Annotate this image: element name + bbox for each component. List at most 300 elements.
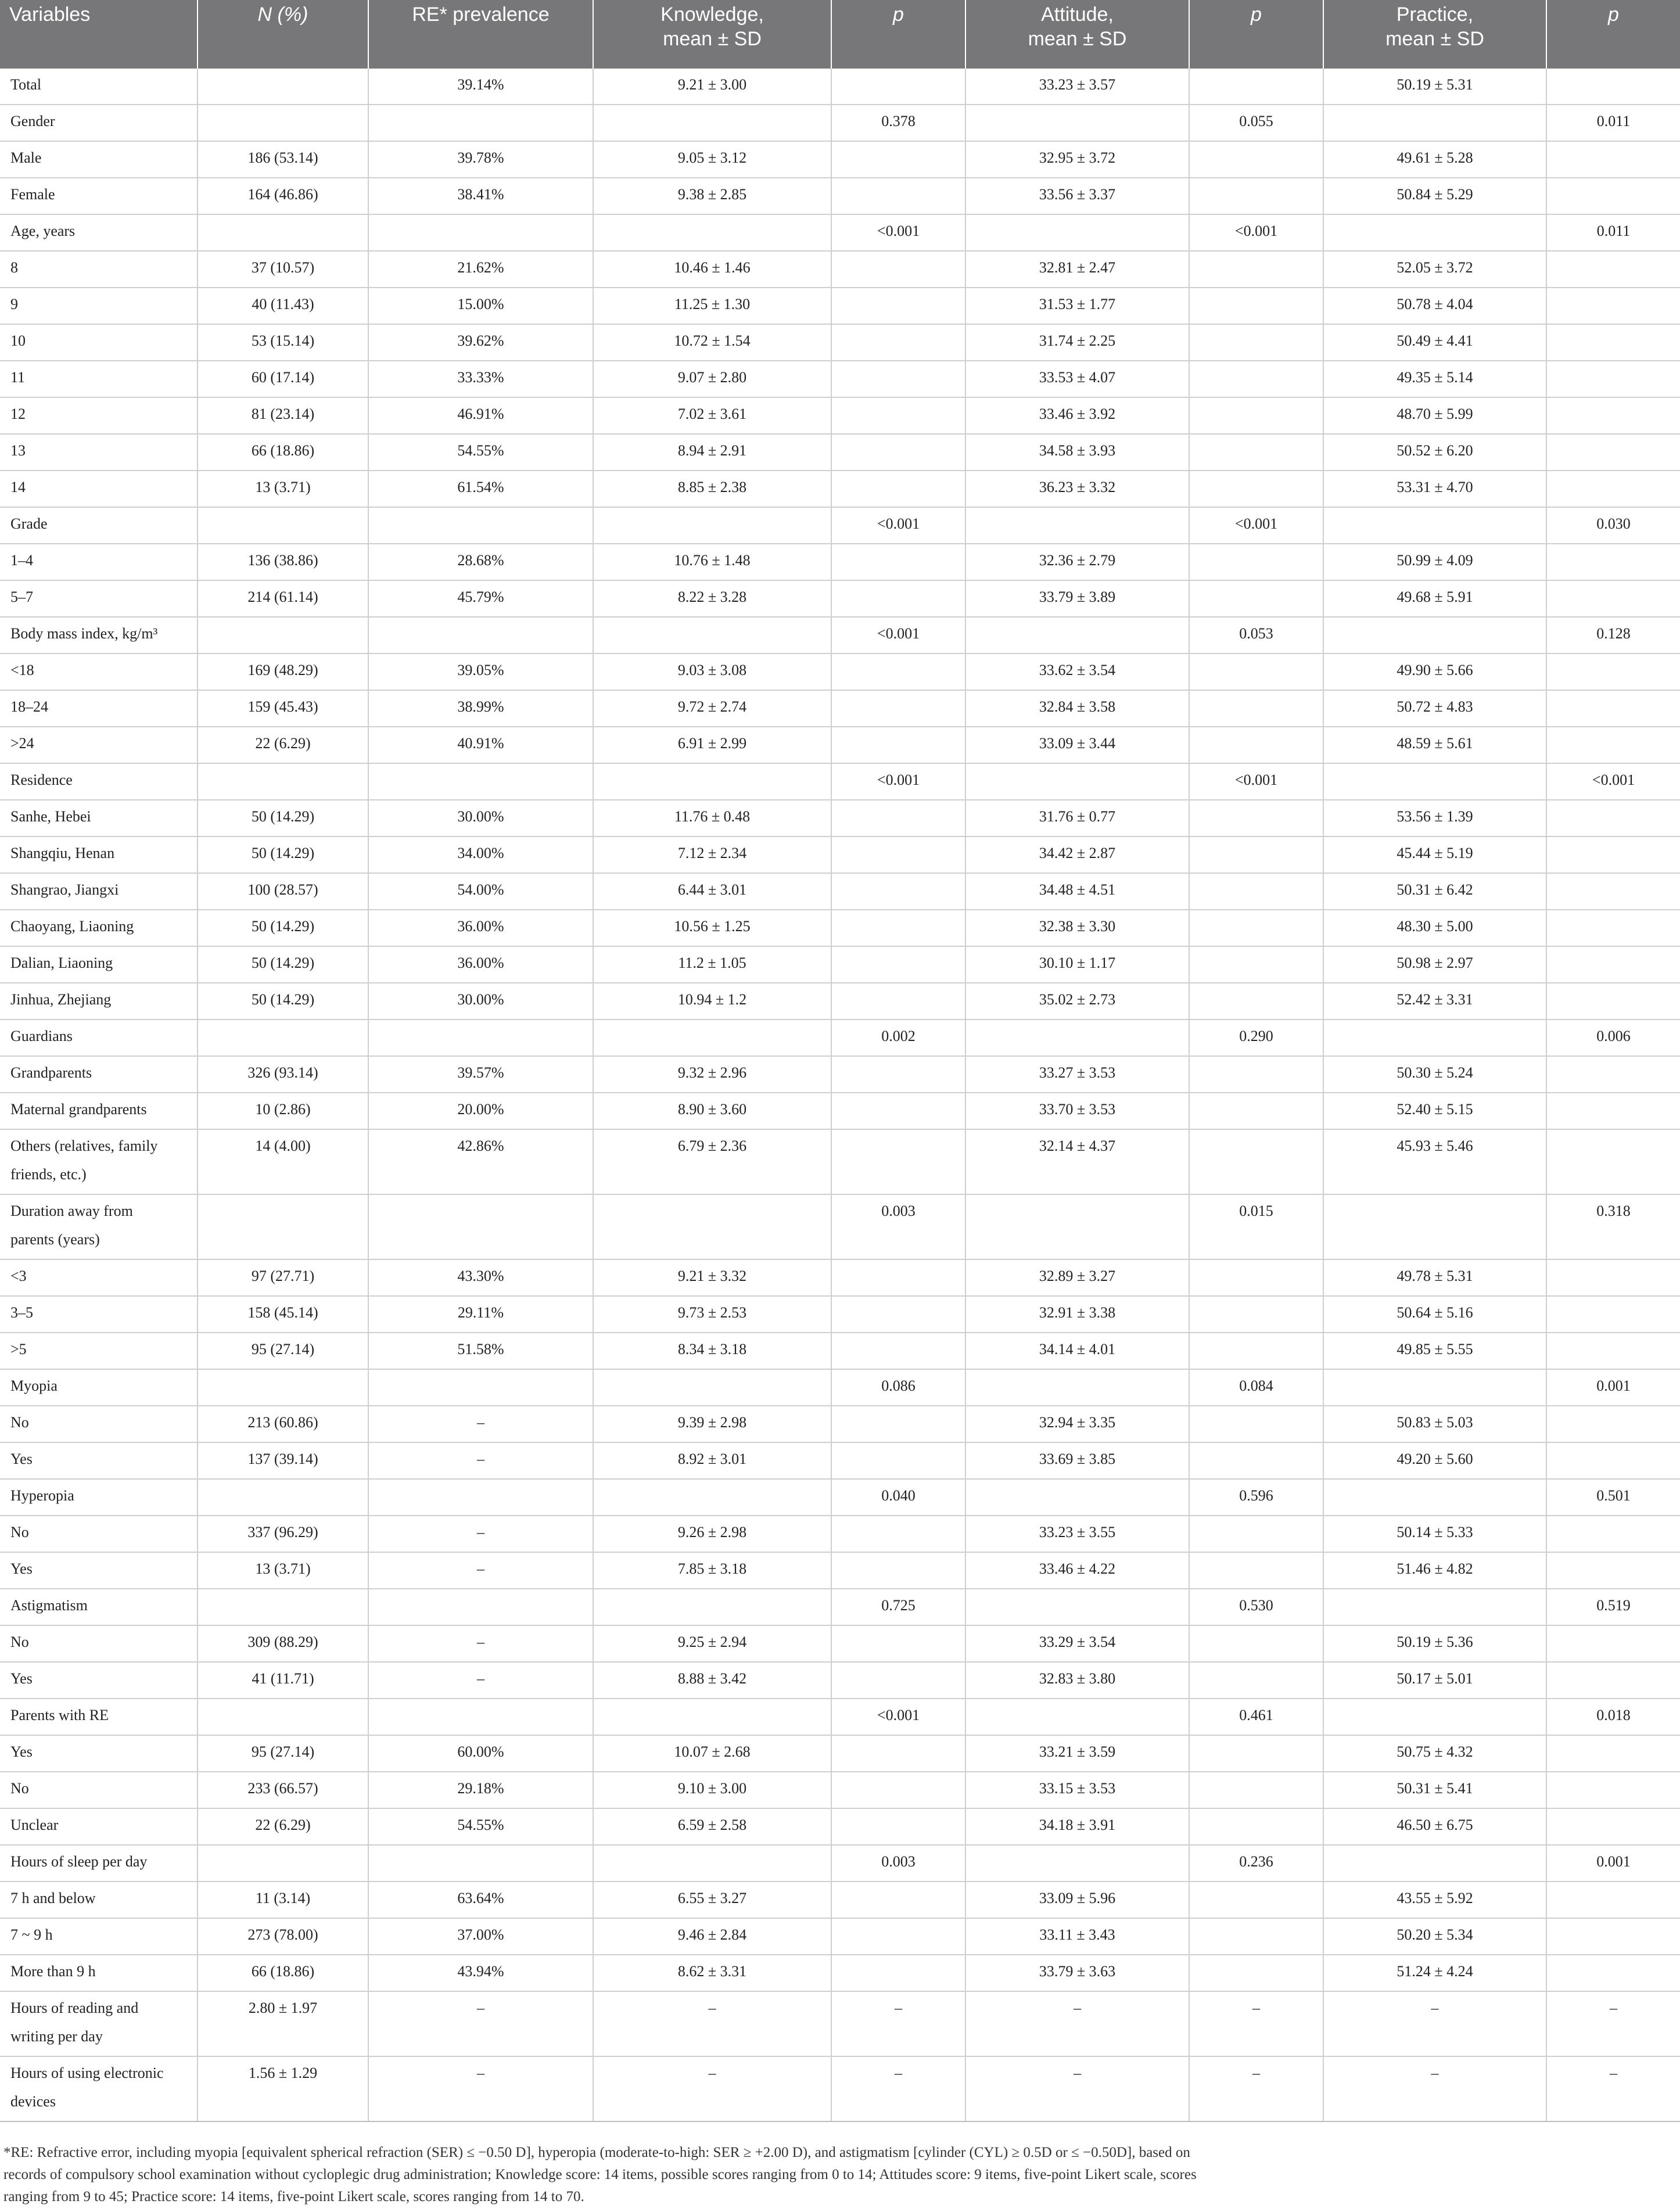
cell-knowledge-p [831, 1955, 965, 1991]
cell-attitude-p [1189, 800, 1323, 836]
cell-knowledge: 10.56 ± 1.25 [593, 910, 831, 946]
cell-attitude-p [1189, 690, 1323, 727]
cell-re-prevalence: 54.55% [368, 434, 593, 471]
cell-knowledge-p: <0.001 [831, 1699, 965, 1735]
cell-attitude: – [965, 1991, 1189, 2056]
cell-re-prevalence: 42.86% [368, 1129, 593, 1194]
cell-knowledge [593, 617, 831, 654]
cell-n-percent: 95 (27.14) [198, 1333, 368, 1369]
cell-n-percent: 41 (11.71) [198, 1662, 368, 1699]
cell-re-prevalence: – [368, 1442, 593, 1479]
cell-n-percent: 2.80 ± 1.97 [198, 1991, 368, 2056]
cell-practice-p: 0.011 [1546, 214, 1680, 251]
cell-attitude: 33.46 ± 4.22 [965, 1552, 1189, 1589]
cell-n-percent: 10 (2.86) [198, 1093, 368, 1129]
cell-attitude-p: 0.015 [1189, 1194, 1323, 1259]
cell-practice-p [1546, 983, 1680, 1019]
cell-re-prevalence: 36.00% [368, 910, 593, 946]
cell-attitude-p [1189, 434, 1323, 471]
table-row [0, 178, 1680, 214]
table-row [0, 1516, 1680, 1552]
table-row [0, 1589, 1680, 1625]
cell-variable: 7 h and below [0, 1882, 198, 1918]
cell-attitude: 33.15 ± 3.53 [965, 1772, 1189, 1808]
cell-re-prevalence [368, 1845, 593, 1882]
cell-practice-p [1546, 690, 1680, 727]
cell-practice: 52.05 ± 3.72 [1323, 251, 1546, 288]
cell-attitude-p [1189, 1955, 1323, 1991]
cell-knowledge-p [831, 654, 965, 690]
cell-practice-p: 0.519 [1546, 1589, 1680, 1625]
cell-re-prevalence: 28.68% [368, 544, 593, 580]
table-row [0, 507, 1680, 544]
cell-knowledge: 9.10 ± 3.00 [593, 1772, 831, 1808]
cell-knowledge: 7.12 ± 2.34 [593, 836, 831, 873]
cell-attitude [965, 1369, 1189, 1406]
cell-variable: Residence [0, 763, 198, 800]
cell-re-prevalence: 38.41% [368, 178, 593, 214]
cell-attitude-p [1189, 1296, 1323, 1333]
cell-knowledge-p: 0.002 [831, 1019, 965, 1056]
cell-practice-p [1546, 873, 1680, 910]
cell-variable: Grade [0, 507, 198, 544]
cell-practice-p [1546, 946, 1680, 983]
cell-variable: Shangqiu, Henan [0, 836, 198, 873]
cell-knowledge-p [831, 1296, 965, 1333]
cell-n-percent: 50 (14.29) [198, 983, 368, 1019]
cell-attitude: – [965, 2056, 1189, 2121]
cell-n-percent: 50 (14.29) [198, 946, 368, 983]
cell-knowledge: 8.62 ± 3.31 [593, 1955, 831, 1991]
cell-attitude [965, 105, 1189, 141]
cell-knowledge-p [831, 580, 965, 617]
cell-knowledge-p: 0.040 [831, 1479, 965, 1516]
cell-variable: Yes [0, 1552, 198, 1589]
cell-practice-p [1546, 251, 1680, 288]
cell-variable: No [0, 1516, 198, 1552]
cell-variable: No [0, 1772, 198, 1808]
cell-practice [1323, 1194, 1546, 1259]
cell-practice-p: 0.011 [1546, 105, 1680, 141]
cell-n-percent: 309 (88.29) [198, 1625, 368, 1662]
cell-attitude-p [1189, 1056, 1323, 1093]
cell-knowledge-p [831, 397, 965, 434]
cell-practice: 50.17 ± 5.01 [1323, 1662, 1546, 1699]
cell-practice [1323, 763, 1546, 800]
cell-practice: 43.55 ± 5.92 [1323, 1882, 1546, 1918]
cell-knowledge-p [831, 983, 965, 1019]
cell-knowledge: – [593, 1991, 831, 2056]
cell-knowledge: 9.03 ± 3.08 [593, 654, 831, 690]
cell-variable: Total [0, 69, 198, 105]
cell-knowledge-p: – [831, 2056, 965, 2121]
cell-attitude [965, 617, 1189, 654]
cell-attitude [965, 763, 1189, 800]
cell-knowledge: 9.46 ± 2.84 [593, 1918, 831, 1955]
table-row [0, 1259, 1680, 1296]
cell-knowledge-p [831, 324, 965, 361]
cell-n-percent: 66 (18.86) [198, 434, 368, 471]
cell-knowledge-p [831, 1772, 965, 1808]
cell-attitude-p: 0.461 [1189, 1699, 1323, 1735]
cell-attitude: 32.36 ± 2.79 [965, 544, 1189, 580]
cell-practice: 49.68 ± 5.91 [1323, 580, 1546, 617]
cell-variable: 11 [0, 361, 198, 397]
cell-variable: 18–24 [0, 690, 198, 727]
cell-n-percent: 97 (27.71) [198, 1259, 368, 1296]
cell-knowledge-p [831, 69, 965, 105]
cell-n-percent: 53 (15.14) [198, 324, 368, 361]
cell-attitude-p [1189, 544, 1323, 580]
table-row [0, 873, 1680, 910]
cell-re-prevalence: 40.91% [368, 727, 593, 763]
cell-practice-p [1546, 178, 1680, 214]
cell-practice-p: <0.001 [1546, 763, 1680, 800]
cell-knowledge: 9.32 ± 2.96 [593, 1056, 831, 1093]
cell-practice [1323, 1589, 1546, 1625]
cell-variable: Shangrao, Jiangxi [0, 873, 198, 910]
cell-knowledge-p: <0.001 [831, 763, 965, 800]
cell-practice-p [1546, 1129, 1680, 1194]
cell-attitude-p [1189, 361, 1323, 397]
cell-re-prevalence [368, 1479, 593, 1516]
cell-knowledge-p [831, 288, 965, 324]
table-row [0, 471, 1680, 507]
cell-attitude-p [1189, 1882, 1323, 1918]
cell-knowledge: 11.25 ± 1.30 [593, 288, 831, 324]
cell-attitude-p: <0.001 [1189, 214, 1323, 251]
table-row [0, 1845, 1680, 1882]
cell-knowledge-p: 0.725 [831, 1589, 965, 1625]
cell-knowledge-p [831, 1406, 965, 1442]
cell-knowledge: 10.94 ± 1.2 [593, 983, 831, 1019]
cell-re-prevalence: 20.00% [368, 1093, 593, 1129]
cell-practice-p: – [1546, 2056, 1680, 2121]
cell-knowledge-p [831, 1552, 965, 1589]
cell-variable: Yes [0, 1442, 198, 1479]
cell-n-percent: 1.56 ± 1.29 [198, 2056, 368, 2121]
cell-practice: 50.31 ± 5.41 [1323, 1772, 1546, 1808]
cell-knowledge: – [593, 2056, 831, 2121]
cell-variable: 14 [0, 471, 198, 507]
table-footnote: *RE: Refractive error, including myopia [equivalent spherical refraction (SER) ≤ −0.50 D], hyperopia (moderate-to-high: SER ≥ +2.00 D), and astigmatism [cylinder (CYL) ≥ 0.5D or ≤ −0.50D], based on records of compulsory school examination without cycloplegic drug administration; Knowledge score: 14 items, possible scores ranging from 0 to 14; Attitudes score: 9 items, five-point Likert scale, scores ranging from 9 to 45; Practice score: 14 items, five-point Likert scale, scores ranging from 14 to 70. [3, 2145, 1197, 2205]
cell-attitude: 32.83 ± 3.80 [965, 1662, 1189, 1699]
cell-practice-p [1546, 544, 1680, 580]
cell-practice: 45.93 ± 5.46 [1323, 1129, 1546, 1194]
header-re-prevalence: RE* prevalence [368, 0, 593, 69]
table-row [0, 983, 1680, 1019]
cell-n-percent [198, 1699, 368, 1735]
cell-knowledge-p [831, 1442, 965, 1479]
cell-practice: 52.42 ± 3.31 [1323, 983, 1546, 1019]
cell-knowledge-p: 0.003 [831, 1845, 965, 1882]
cell-knowledge-p [831, 471, 965, 507]
cell-n-percent: 158 (45.14) [198, 1296, 368, 1333]
cell-re-prevalence: 29.18% [368, 1772, 593, 1808]
cell-variable: Parents with RE [0, 1699, 198, 1735]
cell-attitude: 31.74 ± 2.25 [965, 324, 1189, 361]
cell-attitude-p [1189, 471, 1323, 507]
cell-knowledge-p [831, 946, 965, 983]
cell-attitude-p [1189, 1772, 1323, 1808]
header-variables: Variables [0, 0, 198, 69]
cell-n-percent [198, 105, 368, 141]
cell-attitude-p [1189, 654, 1323, 690]
header-knowledge-p: p [831, 0, 965, 69]
cell-practice-p [1546, 1093, 1680, 1129]
cell-n-percent: 50 (14.29) [198, 910, 368, 946]
cell-practice: 46.50 ± 6.75 [1323, 1808, 1546, 1845]
table-row [0, 324, 1680, 361]
cell-practice: 49.61 ± 5.28 [1323, 141, 1546, 178]
cell-n-percent: 164 (46.86) [198, 178, 368, 214]
cell-attitude-p [1189, 1516, 1323, 1552]
cell-knowledge: 8.92 ± 3.01 [593, 1442, 831, 1479]
cell-attitude: 33.09 ± 5.96 [965, 1882, 1189, 1918]
cell-knowledge: 8.34 ± 3.18 [593, 1333, 831, 1369]
cell-practice-p [1546, 1333, 1680, 1369]
cell-knowledge [593, 214, 831, 251]
cell-knowledge: 10.76 ± 1.48 [593, 544, 831, 580]
cell-attitude: 32.89 ± 3.27 [965, 1259, 1189, 1296]
cell-n-percent: 50 (14.29) [198, 836, 368, 873]
cell-practice-p [1546, 580, 1680, 617]
cell-re-prevalence: 15.00% [368, 288, 593, 324]
cell-variable: Body mass index, kg/m³ [0, 617, 198, 654]
table-row [0, 1369, 1680, 1406]
cell-attitude: 34.48 ± 4.51 [965, 873, 1189, 910]
cell-knowledge: 7.85 ± 3.18 [593, 1552, 831, 1589]
cell-n-percent: 136 (38.86) [198, 544, 368, 580]
cell-variable: Hours of using electronic devices [0, 2056, 198, 2121]
cell-knowledge-p [831, 1918, 965, 1955]
table-row [0, 1735, 1680, 1772]
table-row [0, 1406, 1680, 1442]
cell-knowledge [593, 1699, 831, 1735]
table-row [0, 1552, 1680, 1589]
cell-practice: 50.14 ± 5.33 [1323, 1516, 1546, 1552]
cell-n-percent: 159 (45.43) [198, 690, 368, 727]
cell-practice: 50.64 ± 5.16 [1323, 1296, 1546, 1333]
cell-attitude-p: <0.001 [1189, 507, 1323, 544]
cell-practice-p [1546, 1662, 1680, 1699]
cell-practice-p: 0.018 [1546, 1699, 1680, 1735]
cell-attitude: 32.84 ± 3.58 [965, 690, 1189, 727]
cell-knowledge: 9.39 ± 2.98 [593, 1406, 831, 1442]
table-body [0, 69, 1680, 2121]
cell-practice: – [1323, 2056, 1546, 2121]
cell-attitude: 33.46 ± 3.92 [965, 397, 1189, 434]
cell-knowledge: 10.46 ± 1.46 [593, 251, 831, 288]
table-row [0, 617, 1680, 654]
cell-n-percent: 337 (96.29) [198, 1516, 368, 1552]
cell-attitude-p [1189, 1259, 1323, 1296]
cell-knowledge: 9.07 ± 2.80 [593, 361, 831, 397]
table-row [0, 1882, 1680, 1918]
cell-knowledge: 9.26 ± 2.98 [593, 1516, 831, 1552]
cell-n-percent [198, 69, 368, 105]
cell-practice-p [1546, 288, 1680, 324]
cell-practice-p [1546, 654, 1680, 690]
cell-practice: 50.19 ± 5.36 [1323, 1625, 1546, 1662]
cell-practice-p [1546, 324, 1680, 361]
table-row [0, 1442, 1680, 1479]
cell-attitude-p [1189, 1406, 1323, 1442]
cell-knowledge: 9.38 ± 2.85 [593, 178, 831, 214]
cell-attitude: 32.94 ± 3.35 [965, 1406, 1189, 1442]
cell-re-prevalence [368, 1699, 593, 1735]
cell-practice: 53.31 ± 4.70 [1323, 471, 1546, 507]
table-row [0, 946, 1680, 983]
table-row [0, 251, 1680, 288]
table-row [0, 69, 1680, 105]
header-n-percent: N (%) [198, 0, 368, 69]
cell-variable: 5–7 [0, 580, 198, 617]
cell-attitude: 33.79 ± 3.89 [965, 580, 1189, 617]
table-row [0, 1296, 1680, 1333]
cell-knowledge: 6.91 ± 2.99 [593, 727, 831, 763]
cell-variable: <18 [0, 654, 198, 690]
cell-attitude-p: 0.053 [1189, 617, 1323, 654]
cell-re-prevalence: 54.55% [368, 1808, 593, 1845]
cell-knowledge [593, 1194, 831, 1259]
cell-re-prevalence: 30.00% [368, 983, 593, 1019]
header-attitude-p: p [1189, 0, 1323, 69]
cell-n-percent: 50 (14.29) [198, 800, 368, 836]
cell-attitude: 32.95 ± 3.72 [965, 141, 1189, 178]
cell-attitude: 33.62 ± 3.54 [965, 654, 1189, 690]
cell-variable: Hours of sleep per day [0, 1845, 198, 1882]
cell-knowledge-p [831, 178, 965, 214]
cell-variable: Age, years [0, 214, 198, 251]
cell-n-percent [198, 617, 368, 654]
cell-n-percent: 213 (60.86) [198, 1406, 368, 1442]
cell-variable: 7 ~ 9 h [0, 1918, 198, 1955]
cell-attitude-p: 0.055 [1189, 105, 1323, 141]
cell-attitude-p [1189, 141, 1323, 178]
cell-variable: Grandparents [0, 1056, 198, 1093]
cell-attitude-p [1189, 288, 1323, 324]
cell-re-prevalence: 60.00% [368, 1735, 593, 1772]
cell-knowledge-p [831, 1516, 965, 1552]
cell-practice-p [1546, 397, 1680, 434]
cell-re-prevalence: – [368, 1625, 593, 1662]
cell-n-percent [198, 1479, 368, 1516]
cell-re-prevalence: 33.33% [368, 361, 593, 397]
cell-practice-p: 0.030 [1546, 507, 1680, 544]
cell-re-prevalence: 61.54% [368, 471, 593, 507]
cell-practice: 50.99 ± 4.09 [1323, 544, 1546, 580]
table-row [0, 1918, 1680, 1955]
table-row [0, 1194, 1680, 1259]
table-row [0, 105, 1680, 141]
cell-n-percent: 40 (11.43) [198, 288, 368, 324]
cell-practice-p: – [1546, 1991, 1680, 2056]
cell-knowledge: 8.22 ± 3.28 [593, 580, 831, 617]
cell-practice-p [1546, 1056, 1680, 1093]
cell-variable: Dalian, Liaoning [0, 946, 198, 983]
cell-attitude: 34.18 ± 3.91 [965, 1808, 1189, 1845]
cell-attitude: 34.14 ± 4.01 [965, 1333, 1189, 1369]
cell-n-percent: 137 (39.14) [198, 1442, 368, 1479]
cell-practice-p: 0.128 [1546, 617, 1680, 654]
cell-n-percent: 14 (4.00) [198, 1129, 368, 1194]
cell-attitude: 33.29 ± 3.54 [965, 1625, 1189, 1662]
cell-knowledge-p [831, 800, 965, 836]
cell-practice: 49.85 ± 5.55 [1323, 1333, 1546, 1369]
cell-n-percent [198, 1589, 368, 1625]
table-row [0, 141, 1680, 178]
cell-variable: Yes [0, 1662, 198, 1699]
cell-attitude: 33.23 ± 3.55 [965, 1516, 1189, 1552]
table-row [0, 580, 1680, 617]
cell-attitude-p [1189, 580, 1323, 617]
cell-attitude: 33.53 ± 4.07 [965, 361, 1189, 397]
cell-re-prevalence: 39.78% [368, 141, 593, 178]
cell-knowledge-p [831, 141, 965, 178]
table-row [0, 1808, 1680, 1845]
cell-attitude-p [1189, 178, 1323, 214]
cell-practice [1323, 617, 1546, 654]
cell-re-prevalence [368, 1019, 593, 1056]
cell-practice-p [1546, 361, 1680, 397]
cell-knowledge-p [831, 434, 965, 471]
cell-knowledge-p [831, 361, 965, 397]
table-row [0, 434, 1680, 471]
cell-re-prevalence: 34.00% [368, 836, 593, 873]
cell-variable: 10 [0, 324, 198, 361]
cell-knowledge: 6.44 ± 3.01 [593, 873, 831, 910]
cell-re-prevalence: – [368, 1516, 593, 1552]
cell-knowledge: 8.90 ± 3.60 [593, 1093, 831, 1129]
cell-n-percent: 37 (10.57) [198, 251, 368, 288]
cell-attitude: 32.38 ± 3.30 [965, 910, 1189, 946]
cell-practice: 52.40 ± 5.15 [1323, 1093, 1546, 1129]
cell-knowledge-p [831, 1056, 965, 1093]
cell-practice: 50.31 ± 6.42 [1323, 873, 1546, 910]
cell-attitude: 32.91 ± 3.38 [965, 1296, 1189, 1333]
cell-variable: Astigmatism [0, 1589, 198, 1625]
cell-n-percent [198, 1369, 368, 1406]
cell-attitude-p: – [1189, 1991, 1323, 2056]
cell-practice-p [1546, 1516, 1680, 1552]
cell-knowledge-p [831, 1093, 965, 1129]
cell-knowledge-p [831, 873, 965, 910]
cell-knowledge [593, 1019, 831, 1056]
table-row [0, 2056, 1680, 2121]
cell-re-prevalence: – [368, 2056, 593, 2121]
table-row [0, 1019, 1680, 1056]
cell-practice-p [1546, 1882, 1680, 1918]
cell-practice-p [1546, 1808, 1680, 1845]
cell-variable: Duration away from parents (years) [0, 1194, 198, 1259]
table-row [0, 397, 1680, 434]
cell-attitude: 36.23 ± 3.32 [965, 471, 1189, 507]
table-row [0, 690, 1680, 727]
cell-variable: 13 [0, 434, 198, 471]
cell-variable: 12 [0, 397, 198, 434]
table-row [0, 1625, 1680, 1662]
cell-re-prevalence: 30.00% [368, 800, 593, 836]
cell-attitude: 31.76 ± 0.77 [965, 800, 1189, 836]
cell-n-percent: 13 (3.71) [198, 471, 368, 507]
cell-practice-p [1546, 69, 1680, 105]
cell-practice: 50.72 ± 4.83 [1323, 690, 1546, 727]
cell-re-prevalence [368, 1589, 593, 1625]
cell-knowledge: 8.94 ± 2.91 [593, 434, 831, 471]
cell-re-prevalence [368, 617, 593, 654]
cell-practice-p [1546, 910, 1680, 946]
